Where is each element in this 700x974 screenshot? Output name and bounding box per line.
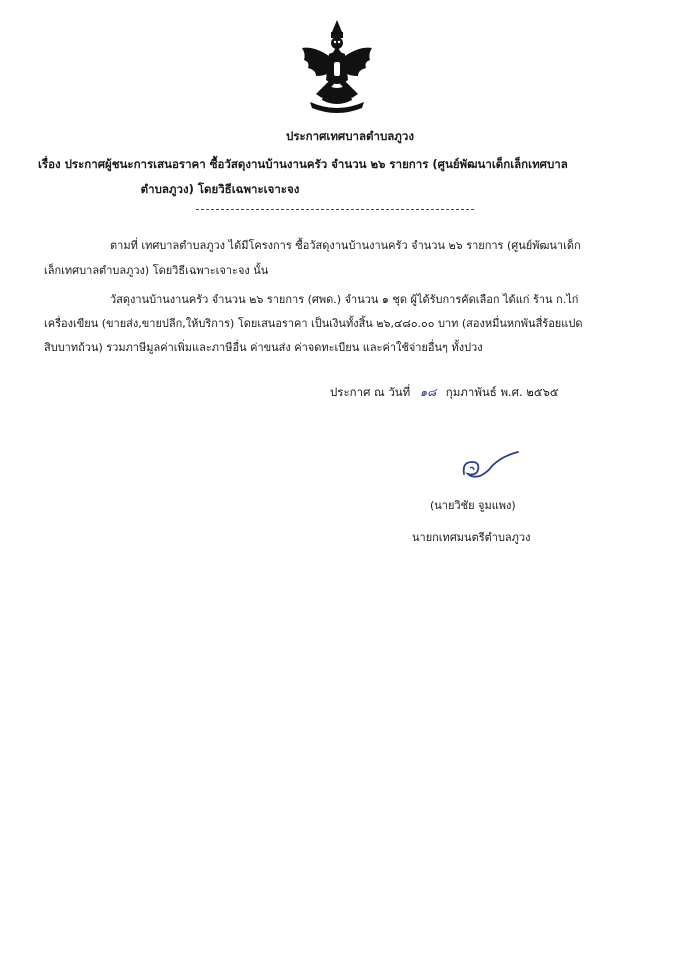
signatory-position: นายกเทศมนตรีตำบลภูวง	[412, 531, 531, 544]
subject-line-1: เรื่อง ประกาศผู้ชนะการเสนอราคา ซื้อวัสดุงานบ้านงานครัว จำนวน ๒๖ รายการ (ศูนย์พัฒนาเด็กเล็กเทศบาล	[38, 157, 568, 171]
body-line-2: เล็กเทศบาลตำบลภูวง) โดยวิธีเฉพาะเจาะจง นั้น	[44, 264, 269, 277]
signature-icon	[458, 448, 528, 484]
date-prefix: ประกาศ ณ วันที่	[330, 385, 411, 399]
body-line-4: เครื่องเขียน (ขายส่ง,ขายปลีก,ให้บริการ) โดยเสนอราคา เป็นเงินทั้งสิ้น ๒๖,๔๘๐.๐๐ บาท (สองหมื่นหกพันสี่ร้อยแปด	[44, 317, 583, 330]
date-day: ๑๘	[419, 385, 437, 399]
document-title: ประกาศเทศบาลตำบลภูวง	[286, 129, 414, 143]
body-line-5: สิบบาทถ้วน) รวมภาษีมูลค่าเพิ่มและภาษีอื่น ค่าขนส่ง ค่าจดทะเบียน และค่าใช้จ่ายอื่นๆ ทั้งปวง	[44, 341, 483, 354]
date-month-year: กุมภาพันธ์ พ.ศ. ๒๕๖๕	[445, 385, 559, 399]
body-line-1: ตามที่ เทศบาลตำบลภูวง ได้มีโครงการ ซื้อวัสดุงานบ้านงานครัว จำนวน ๒๖ รายการ (ศูนย์พัฒนาเด็ก	[110, 239, 581, 252]
body-line-3: วัสดุงานบ้านงานครัว จำนวน ๒๖ รายการ (ศพด.) จำนวน ๑ ชุด ผู้ได้รับการคัดเลือก ได้แก่ ร้าน ก.ไก่	[110, 293, 579, 306]
divider	[196, 209, 474, 210]
signatory-name: (นายวิชัย จูมแพง)	[430, 499, 516, 512]
subject-line-2: ตำบลภูวง) โดยวิธีเฉพาะเจาะจง	[140, 182, 300, 196]
garuda-emblem-icon	[296, 18, 378, 118]
announcement-date	[330, 384, 559, 402]
